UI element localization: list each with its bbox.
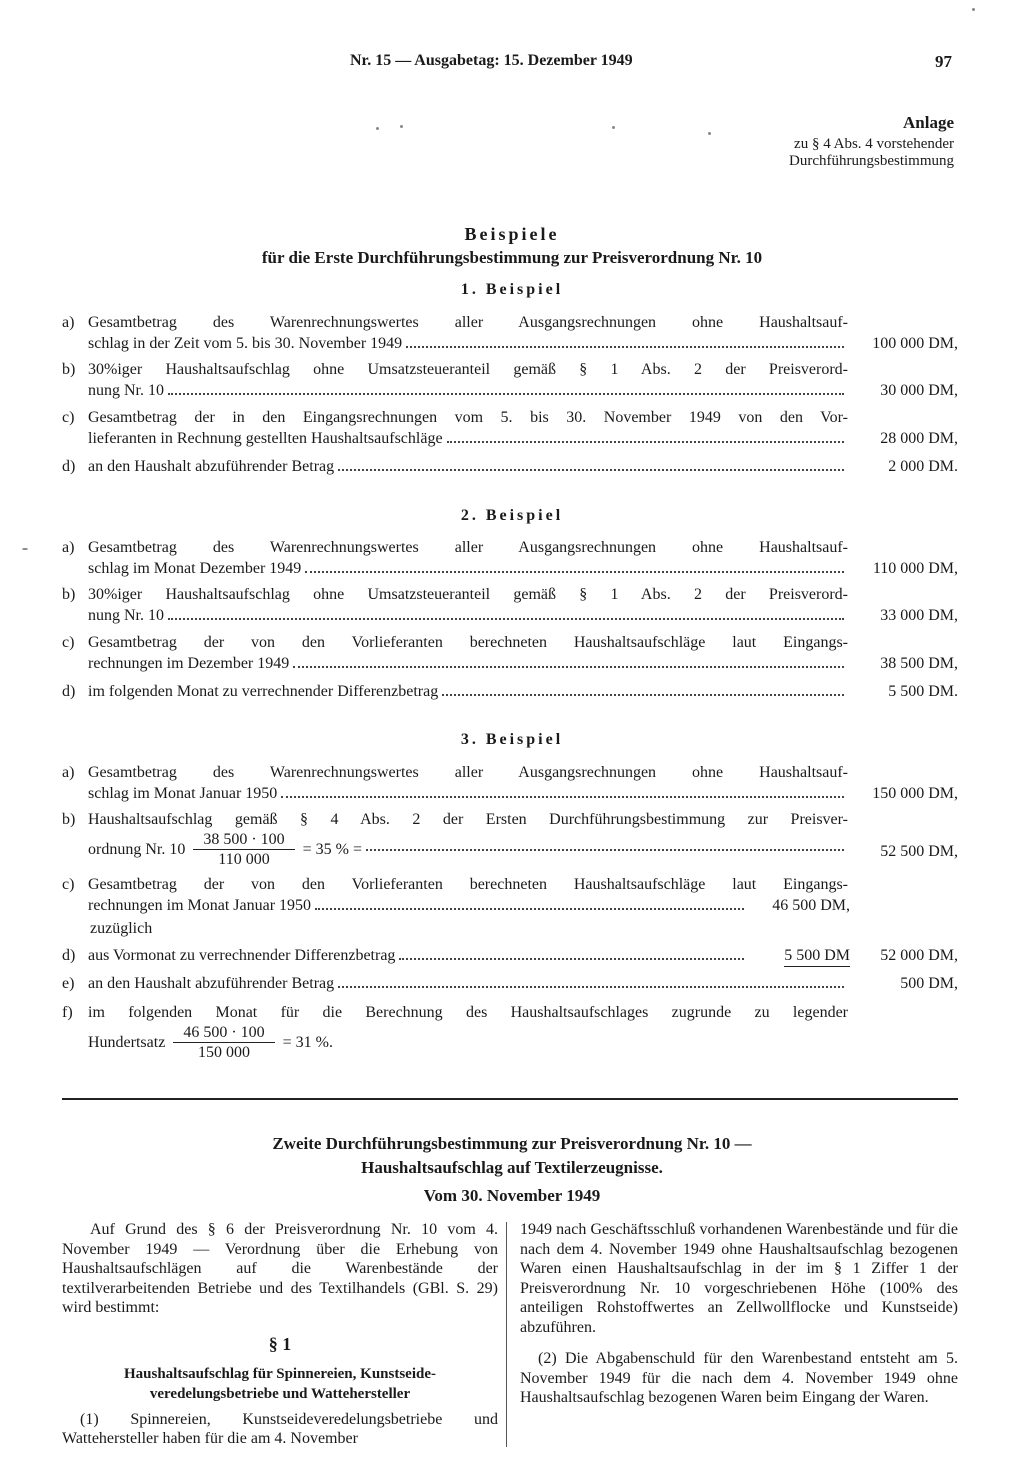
item-text-line-2: nung Nr. 10 [88,382,164,399]
fraction [173,1023,274,1062]
anlage-block [789,114,954,170]
paragraph-sign: § 1 [268,1333,292,1354]
item-text-line-1: Haushaltsaufschlag gemäß § 4 Abs. 2 der Ersten Durchführungsbestimmung zur Preisver- [88,811,848,828]
item-text-line-2: ordnung Nr. 10 [88,841,186,858]
scan-speck [400,125,403,128]
b2-item-c [62,632,958,674]
b3-item-c [62,874,958,916]
page-number: 97 [935,52,952,71]
item-label: b) [62,361,76,378]
dot-leader [281,795,844,798]
b3-item-b [62,809,958,869]
scan-speck [972,8,975,11]
dot-leader [293,665,844,668]
dot-leader [315,907,744,910]
item-label: e) [62,975,75,992]
item-text-line-1: Gesamtbetrag der von den Vorlieferanten berechneten Haushaltsaufschläge laut Eingangs- [88,876,848,893]
fraction-denominator: 110 000 [218,851,270,868]
scan-speck [612,126,615,129]
item-text-line-1: Gesamtbetrag des Warenrechnungswertes aller Ausgangsrechnungen ohne Haushaltsauf- [88,314,848,331]
item-label: b) [62,811,76,828]
dot-leader [168,617,844,620]
item-label: b) [62,586,76,603]
dot-leader [305,570,844,573]
item-amount: 2 000 DM. [888,458,958,475]
anlage-title: Anlage [903,113,954,132]
item-text-line-2: rechnungen im Monat Januar 1950 [88,897,312,914]
beispiel-3-heading: 3. Beispiel [460,731,564,748]
item-text-line-2: schlag in der Zeit vom 5. bis 30. November 1949 [88,335,403,352]
right-column [520,1220,958,1408]
item-label: a) [62,314,75,331]
item-sub-amount: 5 500 DM [784,945,850,967]
item-label: c) [62,409,75,426]
item-label: c) [62,876,75,893]
section-subtitle: für die Erste Durchführungsbestimmung zur Preisverordnung Nr. 10 [261,248,763,267]
item-label: a) [62,539,75,556]
item-text-line-2: schlag im Monat Januar 1950 [88,785,278,802]
scan-speck [708,132,711,135]
item-text-line-1: im folgenden Monat zu verrechnender Differenzbetrag [88,683,439,700]
item-text-line-2: lieferanten in Rechnung gestellten Haushaltsaufschläge [88,430,443,447]
item-text-line-1: Gesamtbetrag des Warenrechnungswertes aller Ausgangsrechnungen ohne Haushaltsauf- [88,539,848,556]
dot-leader [447,440,844,443]
item-amount: 52 500 DM, [880,843,958,860]
item-text-line-1: aus Vormonat zu verrechnender Differenzbetrag [88,947,396,964]
scan-speck [22,548,28,550]
b1-item-b [62,359,958,401]
item-text-line-1: 30%iger Haushaltsaufschlag ohne Umsatzsteueranteil gemäß § 1 Abs. 2 der Preisverord- [88,361,848,378]
b3-item-f [62,1002,958,1068]
item-text-line-1: an den Haushalt abzuführender Betrag [88,458,335,475]
zuzueglich-label: zuzüglich [90,920,153,937]
item-label: a) [62,764,75,781]
item-amount: 500 DM, [900,975,958,992]
item-text-line-2: nung Nr. 10 [88,607,164,624]
issue-line: Nr. 15 — Ausgabetag: 15. Dezember 1949 [350,52,633,69]
anlage-line-2: Durchführungsbestimmung [789,153,954,169]
item-label: d) [62,458,76,475]
fraction-denominator: 150 000 [197,1044,250,1061]
item-text-line-2: rechnungen im Dezember 1949 [88,655,290,672]
fraction-numerator: 38 500 · 100 [193,830,294,850]
column-divider [506,1222,507,1447]
second-title-line-2: Haushaltsaufschlag auf Textilerzeugnisse. [361,1158,663,1177]
item-amount: 100 000 DM, [872,335,958,352]
item-text-line-1: im folgenden Monat für die Berechnung des Haushaltsaufschlages zugrunde zu legender [88,1004,848,1021]
item-label: d) [62,683,76,700]
fraction-result: = 31 %. [282,1034,333,1051]
item-amount: 33 000 DM, [880,607,958,624]
beispiel-1-heading: 1. Beispiel [460,281,564,298]
b2-item-a [62,537,958,579]
beispiel-2-heading: 2. Beispiel [460,507,564,524]
item-text-line-1: Gesamtbetrag des Warenrechnungswertes aller Ausgangsrechnungen ohne Haushaltsauf- [88,764,848,781]
item-text-line-1: 30%iger Haushaltsaufschlag ohne Umsatzsteueranteil gemäß § 1 Abs. 2 der Preisverord- [88,586,848,603]
dot-leader [338,468,844,471]
second-date: Vom 30. November 1949 [423,1186,601,1205]
intro-paragraph: Auf Grund des § 6 der Preisverordnung Nr. 10 vom 4. November 1949 — Verordnung über die Erhebung von Haushaltsaufschlägen auf die Warenbestände der textilverarbeitenden Betriebe und des Textilhandels (GBl. S. 29) wird bestimmt: [62,1221,498,1316]
b2-item-b [62,584,958,626]
paragraph-1-right: 1949 nach Geschäftsschluß vorhandenen Warenbestände und für die nach dem 4. November 1949 ohne Haushaltsaufschlag bezogenen Waren einen Haushaltsaufschlag in der im § 1 Ziffer 1 der Preisverordnung Nr. 10 vorgeschriebenen Höhe (100% des anteiligen Rohstoffwertes an Zellwollflocke und Kunstseide) abzuführen. [520,1221,958,1336]
b3-item-e [62,973,958,994]
dot-leader [338,985,844,988]
item-text-line-1: Gesamtbetrag der von den Vorlieferanten berechneten Haushaltsaufschläge laut Eingangs- [88,634,848,651]
item-label: c) [62,634,75,651]
b3-item-a [62,762,958,804]
dot-leader [442,693,844,696]
item-amount: 5 500 DM. [888,683,958,700]
paragraph-2: (2) Die Abgabenschuld für den Warenbestand entsteht am 5. November 1949 für die nach dem 4. November 1949 ohne Haushaltsaufschlag bezogenen Waren beim Eingang der Waren. [520,1350,958,1406]
b1-item-d [62,456,958,477]
fraction-result: = 35 % = [302,841,363,858]
item-amount: 38 500 DM, [880,655,958,672]
item-text-line-1: Gesamtbetrag der in den Eingangsrechnungen vom 5. bis 30. November 1949 von den Vor- [88,409,848,426]
section-divider [62,1098,958,1100]
left-column [62,1220,498,1449]
anlage-line-1: zu § 4 Abs. 4 vorstehender [794,136,954,152]
item-amount: 46 500 DM, [772,897,850,914]
item-text-line-2: Hundertsatz [88,1034,166,1051]
item-label: d) [62,947,76,964]
b3-item-d [62,945,958,967]
item-text-line-1: an den Haushalt abzuführender Betrag [88,975,335,992]
item-text-line-2: schlag im Monat Dezember 1949 [88,560,302,577]
dot-leader [168,392,844,395]
item-amount: 110 000 DM, [872,560,958,577]
item-label: f) [62,1004,73,1021]
b2-item-d [62,681,958,702]
fraction-numerator: 46 500 · 100 [173,1023,274,1043]
dot-leader [399,957,744,960]
b1-item-a [62,312,958,354]
fraction [193,830,294,869]
item-amount: 150 000 DM, [872,785,958,802]
item-amount: 30 000 DM, [880,382,958,399]
paragraph-1-left: (1) Spinnereien, Kunstseideveredelungsbetriebe und Wattehersteller haben für die am 4. November [62,1410,498,1447]
item-amount: 28 000 DM, [880,430,958,447]
paragraph-heading: Haushaltsaufschlag für Spinnereien, Kunstseide-veredelungsbetriebe und Wattehersteller [123,1365,436,1402]
dot-leader [406,345,844,348]
item-amount: 52 000 DM, [880,947,958,964]
scan-speck [376,127,379,130]
section-title: Beispiele [464,224,560,244]
dot-leader [366,848,844,851]
b1-item-c [62,407,958,449]
second-title-line-1: Zweite Durchführungsbestimmung zur Preisverordnung Nr. 10 — [272,1134,752,1153]
